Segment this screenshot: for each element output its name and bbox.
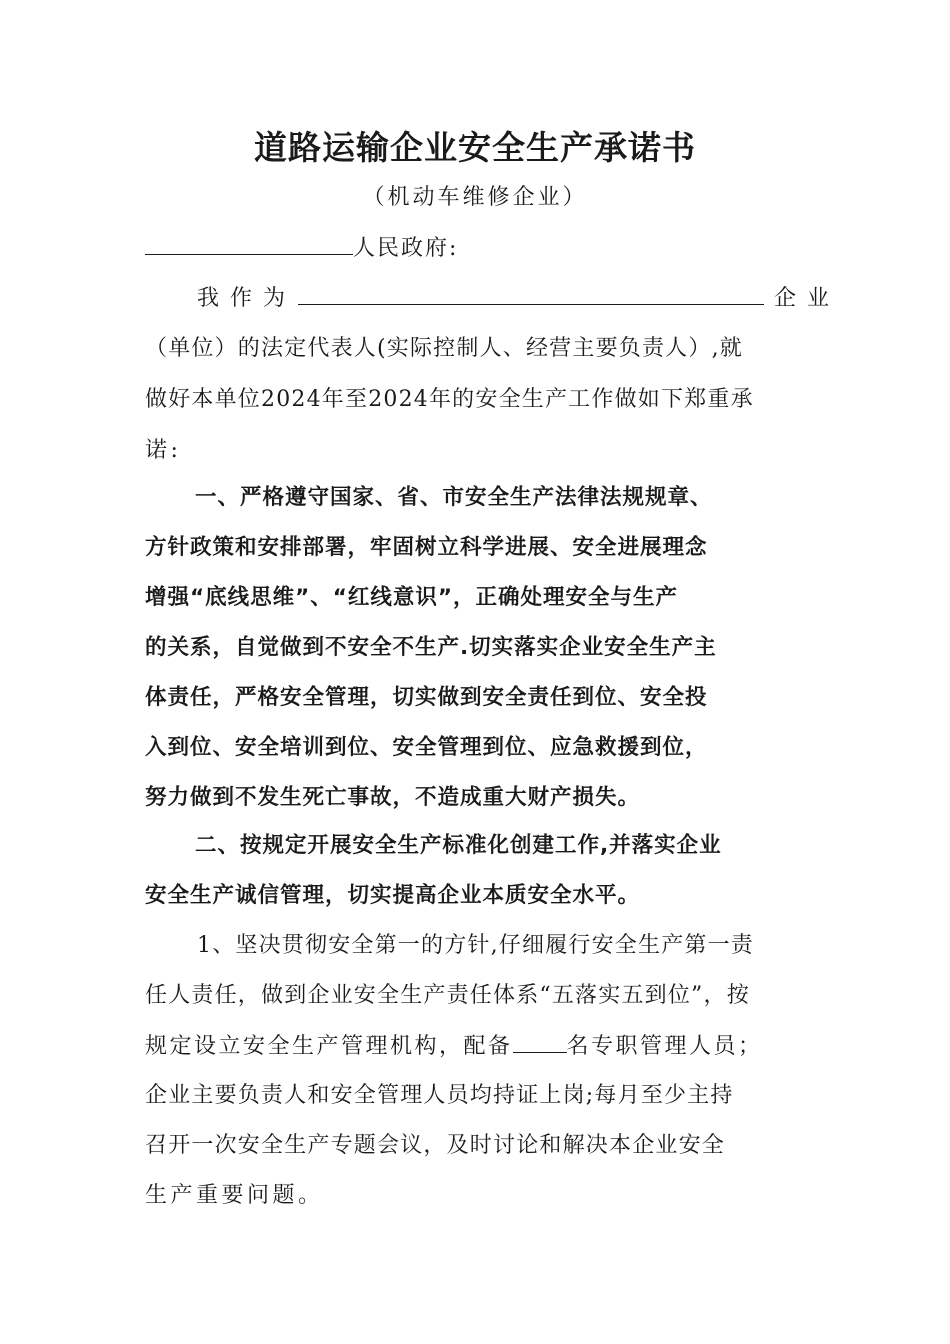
staff-count-blank[interactable] [513, 1030, 567, 1053]
document-subtitle: （机动车维修企业） [362, 185, 588, 210]
item1-line-3 [145, 1030, 807, 1063]
section1-line-2: 方针政策和安排部署，牢固树立科学进展、安全进展理念 [145, 535, 708, 560]
item1-line-6: 生产重要问题。 [145, 1183, 324, 1208]
intro-line-2: （单位）的法定代表人(实际控制人、经营主要负责人）,就 [145, 336, 743, 361]
section1-line-6: 入到位、安全培训到位、安全管理到位、应急救援到位， [145, 735, 708, 760]
government-name-blank[interactable] [145, 232, 353, 255]
intro-suffix: 企 业 [774, 286, 831, 311]
section1-line-1: 一、严格遵守国家、省、市安全生产法律法规规章、 [195, 485, 713, 510]
section1-line-5: 体责任，严格安全管理，切实做到安全责任到位、安全投 [145, 685, 708, 710]
intro-line-3: 做好本单位2024年至2024年的安全生产工作做如下郑重承 [145, 387, 754, 412]
intro-line-1 [145, 282, 831, 315]
item1-line-4: 企业主要负责人和安全管理人员均持证上岗;每月至少主持 [145, 1083, 734, 1108]
company-name-blank[interactable] [298, 282, 764, 305]
document-title: 道路运输企业安全生产承诺书 [254, 128, 696, 167]
intro-line-4: 诺: [145, 438, 182, 463]
item1-line-2: 任人责任，做到企业安全生产责任体系“五落实五到位”，按 [145, 983, 750, 1008]
intro-prefix: 我 作 为 [197, 286, 287, 311]
salutation-suffix: 人民政府: [353, 236, 459, 261]
section2-line-1: 二、按规定开展安全生产标准化创建工作,并落实企业 [195, 833, 722, 858]
item1-line-1: 1、坚决贯彻安全第一的方针,仔细履行安全生产第一责 [197, 933, 754, 958]
item1-line-5: 召开一次安全生产专题会议，及时讨论和解决本企业安全 [145, 1133, 726, 1158]
item1-line-3-suffix: 名专职管理人员； [566, 1034, 763, 1059]
section1-line-7: 努力做到不发生死亡事故，不造成重大财产损失。 [145, 785, 641, 810]
item1-line-3-prefix: 规定设立安全生产管理机构，配备 [145, 1034, 513, 1059]
section2-line-2: 安全生产诚信管理，切实提高企业本质安全水平。 [145, 883, 641, 908]
section1-line-3: 增强“底线思维”、“红线意识”，正确处理安全与生产 [145, 585, 679, 610]
salutation-line [145, 232, 807, 265]
section1-line-4: 的关系，自觉做到不安全不生产.切实落实企业安全生产主 [145, 635, 717, 660]
